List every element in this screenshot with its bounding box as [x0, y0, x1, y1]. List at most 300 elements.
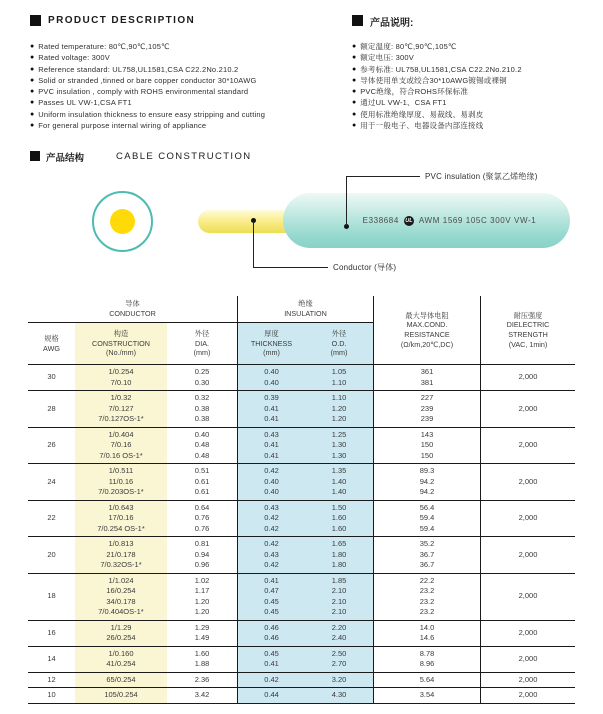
- cell-value: 1.25: [331, 429, 347, 439]
- cell-value: 0.32: [194, 393, 210, 402]
- cell-value: 0.45: [264, 607, 279, 616]
- dia-cell: [167, 391, 237, 427]
- dia-cell: [167, 688, 237, 703]
- cell-value: 1.17: [194, 586, 210, 595]
- cell-value: 2,000: [518, 513, 538, 522]
- cell-value: 36.7: [419, 549, 435, 559]
- cell-value: 4.30: [331, 690, 347, 699]
- dia-cell: [167, 464, 237, 500]
- cell-value: 2,000: [518, 440, 538, 449]
- cell-value: 0.76: [194, 523, 210, 533]
- conductor-core-dot: [110, 209, 135, 234]
- table-row: [28, 428, 575, 465]
- dielectric-column-header: 耐压强度 DIELECTRIC STRENGTH (VAC, 1min): [480, 296, 575, 364]
- cable-cross-section: [92, 191, 153, 252]
- resistance-cell: [373, 537, 480, 573]
- cable-print-cert: E338684: [362, 216, 399, 225]
- construction-cell: [75, 464, 167, 500]
- list-item-text: 使用标准绝缘厚度、易裁线、易剥皮: [360, 109, 484, 119]
- dielectric-cell: [480, 365, 575, 390]
- cell-value: 36.7: [419, 560, 435, 569]
- cell-value: 3.54: [419, 690, 435, 699]
- cell-value: 7/0.32OS-1*: [100, 560, 142, 569]
- resistance-cell: [373, 365, 480, 390]
- cell-value: 2,000: [518, 476, 538, 486]
- cell-value: 0.43: [264, 502, 279, 512]
- cell-value: 26: [47, 440, 56, 449]
- cell-value: 0.42: [264, 674, 279, 684]
- cell-value: 7/0.404OS-1*: [98, 607, 144, 616]
- list-item: [30, 109, 352, 120]
- list-item-text: Solid or stranded ,tinned or bare copper conductor 30*10AWG: [38, 75, 257, 85]
- cell-value: 35.2: [419, 539, 435, 548]
- cell-value: 1.40: [331, 476, 347, 486]
- section-marker-icon: [30, 15, 41, 26]
- spec-table-header: [28, 296, 575, 365]
- dielectric-cell: [480, 673, 575, 688]
- resistance-cell: [373, 501, 480, 537]
- list-item: [352, 97, 603, 108]
- od-cell: [305, 428, 373, 464]
- cell-value: 0.61: [194, 476, 210, 486]
- od-cell: [305, 391, 373, 427]
- awg-cell: [28, 464, 75, 500]
- cell-value: 0.42: [264, 513, 279, 522]
- cell-value: 7/0.127: [108, 403, 134, 413]
- od-cell: [305, 501, 373, 537]
- conductor-label: Conductor (导体): [333, 263, 397, 272]
- awg-column-header: 规格 AWG: [43, 333, 60, 353]
- cell-value: 7/0.127OS-1*: [98, 414, 144, 423]
- cell-value: 10: [47, 690, 56, 699]
- resistance-cell: [373, 673, 480, 688]
- cell-value: 0.25: [194, 367, 210, 376]
- resistance-cell: [373, 391, 480, 427]
- conductor-leader-vline: [253, 221, 254, 268]
- list-item: [30, 41, 352, 52]
- od-cell: [305, 621, 373, 646]
- spec-table: [28, 296, 575, 704]
- list-item: [352, 86, 603, 97]
- cell-value: 23.2: [419, 596, 435, 606]
- cell-value: 7/0.10: [110, 377, 132, 387]
- dielectric-cell: [480, 688, 575, 703]
- bullet-icon: ●: [30, 76, 35, 84]
- resistance-column-header: 最大导体电阻 MAX.COND. RESISTANCE (Ω/km,20℃,DC): [373, 296, 480, 364]
- cell-value: 2,000: [518, 674, 538, 684]
- dielectric-cell: [480, 621, 575, 646]
- cell-value: 0.76: [194, 513, 210, 522]
- insulation-leader-hline: [346, 176, 420, 177]
- bullet-icon: ●: [30, 110, 35, 118]
- cell-value: 94.2: [419, 476, 435, 486]
- cell-value: 11/0.16: [108, 476, 134, 486]
- cell-value: 12: [47, 674, 56, 684]
- cell-value: 1.80: [331, 560, 347, 569]
- insulation-leader-vline: [346, 176, 347, 226]
- cell-value: 1/0.813: [108, 539, 134, 548]
- awg-cell: [28, 574, 75, 620]
- cell-value: 59.4: [419, 523, 435, 533]
- resistance-cell: [373, 621, 480, 646]
- cell-value: 2.20: [331, 622, 347, 632]
- list-item-text: Rated voltage: 300V: [38, 53, 110, 63]
- bullet-icon: ●: [30, 99, 35, 107]
- cell-value: 2.10: [331, 586, 347, 595]
- construction-cell: [75, 428, 167, 464]
- cell-value: 0.38: [194, 403, 210, 413]
- cell-value: 1.50: [331, 502, 347, 512]
- cell-value: 7/0.16: [110, 440, 132, 449]
- cell-value: 1.29: [194, 622, 210, 632]
- ul-logo-icon: UL: [405, 217, 413, 224]
- list-item-text: Reference standard: UL758,UL1581,CSA C22.2No.210.2: [38, 64, 239, 74]
- list-item-text: 额定电压: 300V: [360, 53, 414, 63]
- cell-value: 0.41: [264, 403, 279, 413]
- cell-value: 0.40: [264, 367, 279, 376]
- cell-value: 150: [420, 450, 434, 460]
- list-item: [352, 109, 603, 120]
- thickness-cell: [237, 428, 305, 464]
- bullet-icon: ●: [352, 43, 357, 50]
- cell-value: 2,000: [518, 372, 538, 382]
- cell-value: 1/0.32: [110, 393, 132, 402]
- cell-value: 0.64: [194, 502, 210, 512]
- thickness-cell: [237, 688, 305, 703]
- table-row: [28, 464, 575, 501]
- cell-value: 28: [47, 403, 56, 413]
- section-marker-icon: [30, 151, 40, 161]
- list-item: [352, 120, 603, 131]
- cell-value: 0.61: [194, 487, 210, 496]
- cell-value: 0.47: [264, 586, 279, 595]
- cell-value: 0.42: [264, 560, 279, 569]
- list-item-text: Uniform insulation thickness to ensure easy stripping and cutting: [38, 109, 266, 119]
- cell-value: 0.94: [194, 549, 210, 559]
- cell-value: 0.41: [264, 440, 279, 449]
- cell-value: 0.45: [264, 648, 279, 658]
- product-description-cn-list: [352, 41, 603, 131]
- cell-value: 0.40: [194, 429, 210, 439]
- list-item-text: 额定温度: 80℃,90℃,105℃: [360, 42, 457, 51]
- cell-value: 1.49: [194, 633, 210, 642]
- cable-print-spec: AWM 1569 105C 300V VW-1: [418, 216, 537, 225]
- awg-cell: [28, 391, 75, 427]
- cell-value: 1.05: [331, 367, 347, 376]
- thickness-cell: [237, 464, 305, 500]
- cell-value: 1.40: [331, 487, 347, 496]
- cell-value: 0.43: [264, 549, 279, 559]
- cell-value: 8.96: [419, 659, 435, 668]
- construction-cell: [75, 688, 167, 703]
- od-cell: [305, 537, 373, 573]
- cell-value: 7/0.254 OS-1*: [97, 523, 145, 533]
- cell-value: 7/0.203OS-1*: [98, 487, 144, 496]
- cell-value: 105/0.254: [104, 690, 138, 699]
- cell-value: 150: [420, 440, 434, 449]
- product-description-cn-title: 产品说明:: [370, 18, 414, 29]
- list-item: [352, 75, 603, 86]
- cell-value: 2,000: [518, 627, 538, 637]
- bullet-icon: ●: [352, 76, 357, 84]
- list-item-text: For general purpose internal wiring of appliance: [38, 121, 207, 131]
- list-item: [352, 64, 603, 75]
- bullet-icon: ●: [30, 122, 35, 130]
- cell-value: 0.39: [264, 393, 279, 402]
- insulation-label: PVC insulation (聚氯乙烯绝缘): [425, 172, 538, 181]
- cell-value: 0.81: [194, 539, 210, 548]
- resistance-cell: [373, 647, 480, 672]
- cell-value: 26/0.254: [106, 633, 136, 642]
- cell-value: 0.48: [194, 440, 210, 449]
- cell-value: 56.4: [419, 502, 435, 512]
- awg-cell: [28, 365, 75, 390]
- conductor-group-cn: 导体: [125, 299, 140, 309]
- cell-value: 2,000: [518, 549, 538, 559]
- cell-value: 0.96: [194, 560, 210, 569]
- cell-value: 94.2: [419, 487, 435, 496]
- dia-cell: [167, 537, 237, 573]
- list-item: [352, 41, 603, 52]
- cell-value: 0.40: [264, 487, 279, 496]
- list-item: [30, 64, 352, 75]
- conductor-group-header: [28, 296, 237, 323]
- product-description-title: PRODUCT DESCRIPTION: [48, 15, 196, 26]
- construction-cell: [75, 673, 167, 688]
- dia-cell: [167, 501, 237, 537]
- cell-value: 14.0: [419, 622, 435, 632]
- list-item: [30, 97, 352, 108]
- cell-value: 239: [420, 414, 434, 423]
- cell-value: 0.42: [264, 466, 279, 475]
- dia-cell: [167, 428, 237, 464]
- awg-cell: [28, 621, 75, 646]
- cell-value: 2.10: [331, 596, 347, 606]
- dia-cell: [167, 673, 237, 688]
- cell-value: 1.60: [194, 648, 210, 658]
- cell-value: 2.10: [331, 607, 347, 616]
- cell-value: 21/0.178: [106, 549, 136, 559]
- list-item: [30, 75, 352, 86]
- bullet-icon: ●: [30, 54, 35, 62]
- resistance-cell: [373, 574, 480, 620]
- table-body: [28, 365, 575, 704]
- cell-value: 5.64: [419, 674, 435, 684]
- cell-value: 0.41: [264, 659, 279, 668]
- cell-value: 0.51: [194, 466, 210, 475]
- list-item: [30, 86, 352, 97]
- conductor-group-en: CONDUCTOR: [109, 309, 156, 318]
- table-row: [28, 391, 575, 428]
- list-item: [30, 120, 352, 131]
- awg-cell: [28, 647, 75, 672]
- cell-value: 0.48: [194, 450, 210, 460]
- od-cell: [305, 688, 373, 703]
- cell-value: 2,000: [518, 403, 538, 413]
- cell-value: 0.30: [194, 377, 210, 387]
- cell-value: 0.41: [264, 450, 279, 460]
- awg-cell: [28, 501, 75, 537]
- cell-value: 1.10: [331, 377, 347, 387]
- cell-value: 1.30: [331, 440, 347, 449]
- dielectric-cell: [480, 647, 575, 672]
- od-column-header: 外径 O.D. (mm): [305, 323, 373, 364]
- cell-value: 1.30: [331, 450, 347, 460]
- bullet-icon: ●: [352, 54, 357, 62]
- awg-cell: [28, 428, 75, 464]
- thickness-cell: [237, 537, 305, 573]
- resistance-cell: [373, 688, 480, 703]
- insulation-group-cn: 绝缘: [298, 299, 313, 309]
- cell-value: 1.60: [331, 523, 347, 533]
- dielectric-cell: [480, 501, 575, 537]
- section-marker-icon: [352, 15, 363, 26]
- thickness-column-header: 厚度 THICKNESS (mm): [237, 323, 305, 364]
- cell-value: 1.20: [194, 607, 210, 616]
- cell-value: 18: [47, 591, 56, 601]
- od-cell: [305, 673, 373, 688]
- cell-value: 16/0.254: [106, 586, 136, 595]
- cell-value: 0.42: [264, 523, 279, 533]
- cell-value: 1/0.254: [108, 367, 134, 376]
- cell-value: 0.46: [264, 622, 279, 632]
- cell-value: 1.20: [331, 403, 347, 413]
- list-item: [30, 52, 352, 63]
- construction-title-en: CABLE CONSTRUCTION: [116, 151, 252, 162]
- cell-value: 1.80: [331, 549, 347, 559]
- cell-value: 1.10: [331, 393, 347, 402]
- awg-cell: [28, 673, 75, 688]
- cell-value: 2,000: [518, 653, 538, 663]
- product-description-list: [30, 41, 352, 131]
- cell-value: 0.45: [264, 596, 279, 606]
- cell-value: 65/0.254: [106, 674, 136, 684]
- list-item-text: Rated temperature: 80℃,90℃,105℃: [38, 42, 170, 51]
- resistance-cell: [373, 428, 480, 464]
- cell-value: 1.20: [194, 596, 210, 606]
- thickness-cell: [237, 501, 305, 537]
- cell-value: 14.6: [419, 633, 435, 642]
- construction-cell: [75, 365, 167, 390]
- cell-value: 381: [420, 377, 434, 387]
- cell-value: 30: [47, 372, 56, 382]
- cell-value: 1.88: [194, 659, 210, 668]
- cell-value: 1.85: [331, 575, 347, 585]
- cell-value: 3.20: [331, 674, 347, 684]
- thickness-cell: [237, 365, 305, 390]
- dielectric-cell: [480, 574, 575, 620]
- awg-cell: [28, 537, 75, 573]
- cell-value: 361: [420, 367, 434, 376]
- cell-value: 7/0.16 OS-1*: [99, 450, 143, 460]
- cell-value: 1.60: [331, 513, 347, 522]
- cell-value: 0.40: [264, 377, 279, 387]
- construction-cell: [75, 621, 167, 646]
- list-item-text: PVC绝缘，符合ROHS环保标准: [360, 87, 469, 97]
- thickness-cell: [237, 574, 305, 620]
- table-row: [28, 673, 575, 689]
- cell-value: 22: [47, 513, 56, 522]
- list-item-text: 导体使用单支或绞合30*10AWG镀锡或裸铜: [360, 75, 507, 85]
- cell-value: 1/0.511: [108, 466, 134, 475]
- cell-value: 2.36: [194, 674, 210, 684]
- cell-value: 0.42: [264, 539, 279, 548]
- cell-value: 1.02: [194, 575, 210, 585]
- table-row: [28, 365, 575, 391]
- insulation-group-en: INSULATION: [284, 309, 327, 318]
- cell-value: 2.70: [331, 659, 347, 668]
- table-row: [28, 501, 575, 538]
- list-item-text: 用于一般电子、电器设备内部连接线: [360, 121, 484, 131]
- thickness-cell: [237, 647, 305, 672]
- cell-value: 2,000: [518, 690, 538, 699]
- od-cell: [305, 464, 373, 500]
- construction-column-header: 构造 CONSTRUCTION (No./mm): [75, 323, 167, 364]
- construction-cell: [75, 647, 167, 672]
- cell-value: 1/1.29: [110, 622, 132, 632]
- construction-cell: [75, 574, 167, 620]
- cell-value: 1/1.024: [108, 575, 134, 585]
- cell-value: 0.41: [264, 414, 279, 423]
- bullet-icon: ●: [352, 122, 357, 130]
- cell-value: 24: [47, 476, 56, 486]
- dia-cell: [167, 574, 237, 620]
- cell-value: 2,000: [518, 591, 538, 601]
- thickness-cell: [237, 673, 305, 688]
- list-item-text: 通过UL VW-1、CSA FT1: [360, 98, 447, 108]
- dia-cell: [167, 647, 237, 672]
- cell-value: 143: [420, 429, 434, 439]
- bullet-icon: ●: [352, 88, 357, 96]
- awg-cell: [28, 688, 75, 703]
- cable-print: [283, 193, 570, 248]
- cell-value: 0.44: [264, 690, 279, 699]
- table-row: [28, 647, 575, 673]
- cell-value: 1/0.160: [108, 648, 134, 658]
- construction-cell: [75, 391, 167, 427]
- bullet-icon: ●: [30, 65, 35, 73]
- cell-value: 0.46: [264, 633, 279, 642]
- cell-value: 0.38: [194, 414, 210, 423]
- dielectric-cell: [480, 391, 575, 427]
- cell-value: 16: [47, 627, 56, 637]
- cell-value: 59.4: [419, 513, 435, 522]
- bullet-icon: ●: [352, 110, 357, 118]
- resistance-cell: [373, 464, 480, 500]
- bullet-icon: ●: [30, 43, 35, 50]
- table-row: [28, 537, 575, 574]
- cell-value: 227: [420, 393, 434, 402]
- cell-value: 2.40: [331, 633, 347, 642]
- list-item: [352, 52, 603, 63]
- table-row: [28, 688, 575, 704]
- dia-cell: [167, 365, 237, 390]
- cell-value: 23.2: [419, 586, 435, 595]
- cell-value: 20: [47, 549, 56, 559]
- dia-column-header: 外径 DIA. (mm): [193, 329, 211, 358]
- dielectric-cell: [480, 428, 575, 464]
- dia-cell: [167, 621, 237, 646]
- cell-value: 17/0.16: [108, 513, 134, 522]
- thickness-cell: [237, 391, 305, 427]
- construction-cell: [75, 501, 167, 537]
- cell-value: 2.50: [331, 648, 347, 658]
- od-cell: [305, 365, 373, 390]
- cell-value: 0.40: [264, 476, 279, 486]
- cell-value: 8.78: [419, 648, 435, 658]
- conductor-leader-hline: [253, 267, 328, 268]
- cell-value: 41/0.254: [106, 659, 136, 668]
